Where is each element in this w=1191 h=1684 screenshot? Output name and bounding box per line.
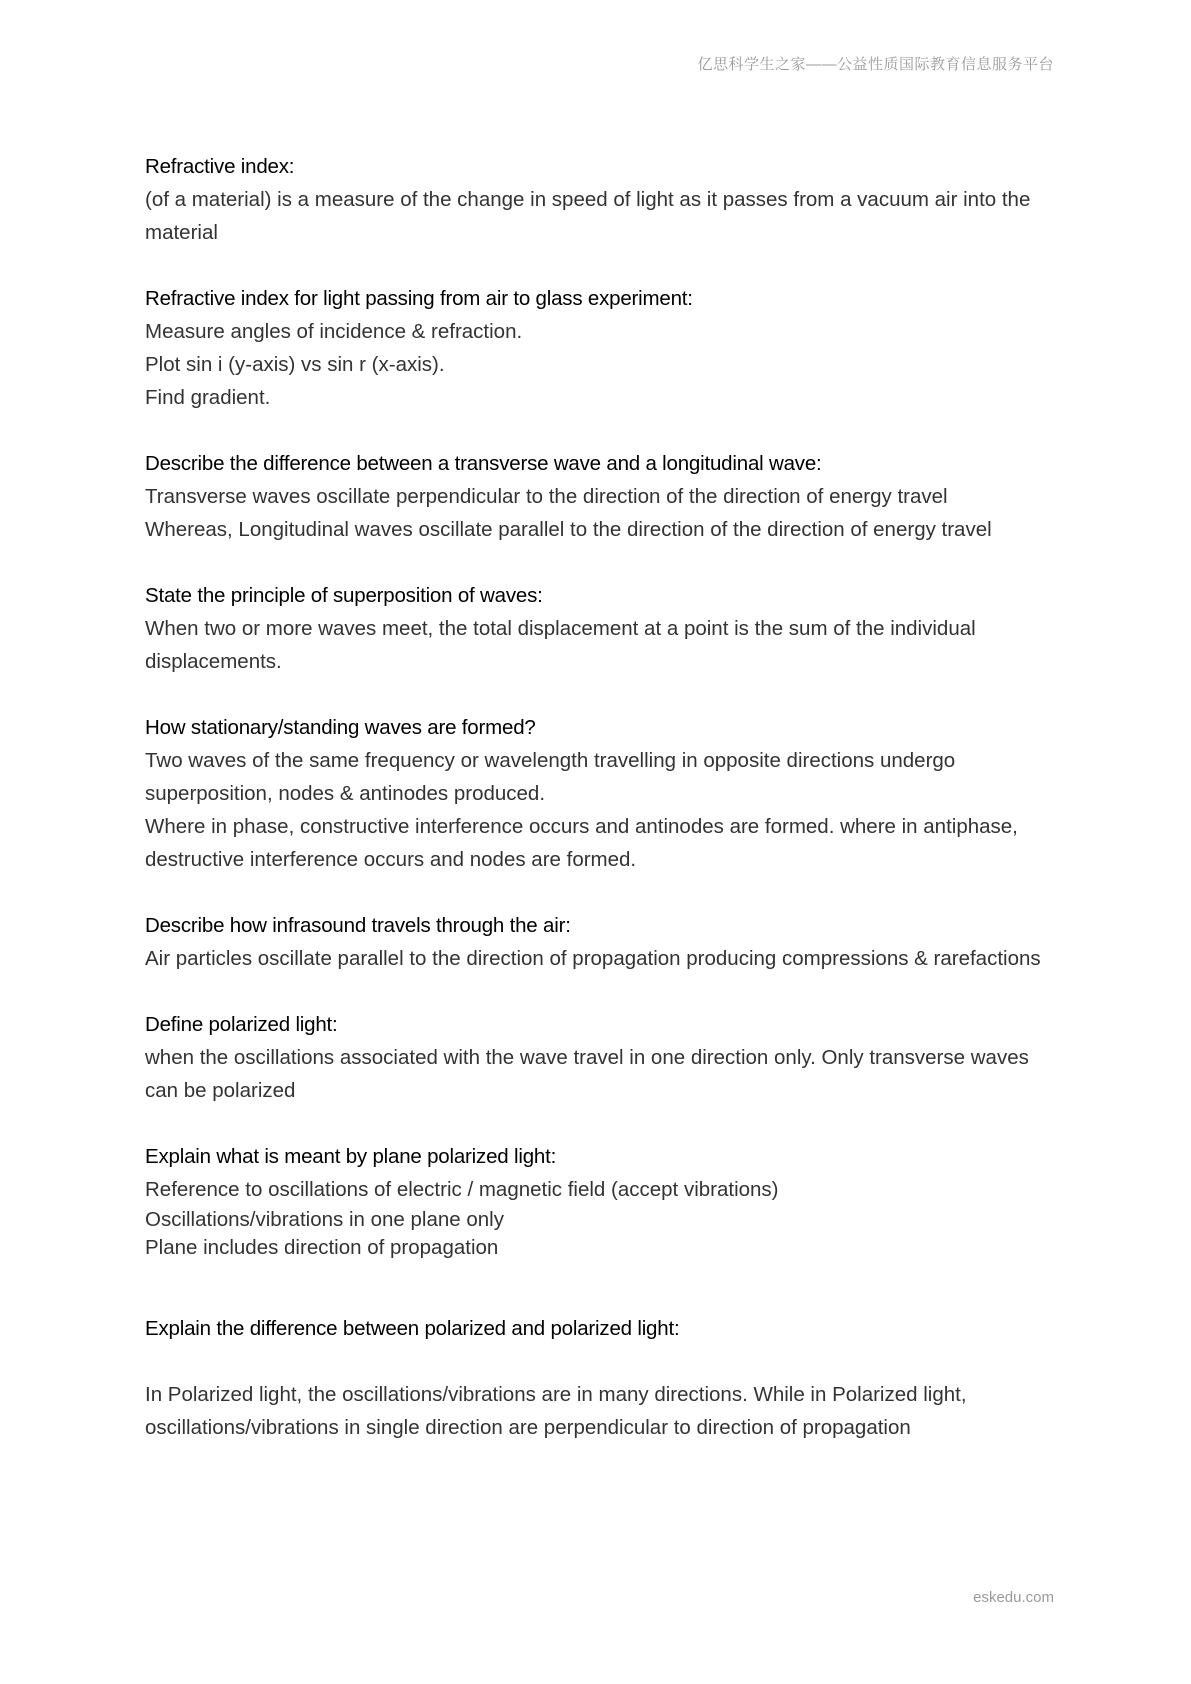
page-header: 亿思科学生之家——公益性质国际教育信息服务平台 [697, 56, 1054, 73]
section-heading: Explain the difference between polarized and polarized light: [145, 1317, 680, 1340]
body-line: displacements. [145, 650, 282, 673]
section-heading: State the principle of superposition of waves: [145, 584, 543, 607]
body-line: Plot sin i (y-axis) vs sin r (x-axis). [145, 353, 445, 376]
body-line: Whereas, Longitudinal waves oscillate parallel to the direction of the direction of energy travel [145, 518, 992, 541]
section-heading: Describe how infrasound travels through the air: [145, 914, 571, 937]
body-line: superposition, nodes & antinodes produced. [145, 782, 546, 805]
section-refractive-index-experiment [145, 282, 1065, 414]
section-infrasound [145, 909, 1065, 975]
body-line: Where in phase, constructive interference occurs and antinodes are formed. where in antiphase, [145, 815, 1018, 838]
body-line: can be polarized [145, 1079, 296, 1102]
body-line: Plane includes direction of propagation [145, 1236, 499, 1259]
section-heading: Refractive index for light passing from air to glass experiment: [145, 287, 693, 310]
body-line: destructive interference occurs and nodes are formed. [145, 848, 637, 871]
body-line: Air particles oscillate parallel to the direction of propagation producing compressions & rarefactions [145, 947, 1041, 970]
section-heading: How stationary/standing waves are formed? [145, 716, 536, 739]
body-line: when the oscillations associated with the wave travel in one direction only. Only transverse waves [145, 1046, 1029, 1069]
body-line: oscillations/vibrations in single direction are perpendicular to direction of propagation [145, 1416, 911, 1439]
section-heading: Define polarized light: [145, 1013, 338, 1036]
section-polarized-difference [145, 1312, 1065, 1444]
section-polarized-light [145, 1008, 1065, 1107]
body-line: Find gradient. [145, 386, 271, 409]
section-heading: Refractive index: [145, 155, 295, 178]
section-heading: Explain what is meant by plane polarized light: [145, 1145, 557, 1168]
document-body [145, 150, 1065, 1477]
body-line: Reference to oscillations of electric / magnetic field (accept vibrations) [145, 1178, 779, 1201]
body-line: When two or more waves meet, the total displacement at a point is the sum of the individual [145, 617, 976, 640]
section-superposition [145, 579, 1065, 678]
page-footer: eskedu.com [973, 1589, 1054, 1606]
body-line: (of a material) is a measure of the change in speed of light as it passes from a vacuum air into the [145, 188, 1031, 211]
section-transverse-vs-longitudinal [145, 447, 1065, 546]
body-line: Measure angles of incidence & refraction. [145, 320, 523, 343]
section-heading: Describe the difference between a transverse wave and a longitudinal wave: [145, 452, 822, 475]
paragraph-gap [145, 1345, 1065, 1378]
body-line: Oscillations/vibrations in one plane only [145, 1208, 504, 1231]
section-standing-waves [145, 711, 1065, 876]
body-line: Transverse waves oscillate perpendicular to the direction of the direction of energy travel [145, 485, 948, 508]
section-refractive-index [145, 150, 1065, 249]
body-line: Two waves of the same frequency or wavelength travelling in opposite directions undergo [145, 749, 956, 772]
body-line: material [145, 221, 218, 244]
body-line: In Polarized light, the oscillations/vibrations are in many directions. While in Polarized light, [145, 1383, 967, 1406]
section-plane-polarized-light [145, 1140, 1065, 1262]
